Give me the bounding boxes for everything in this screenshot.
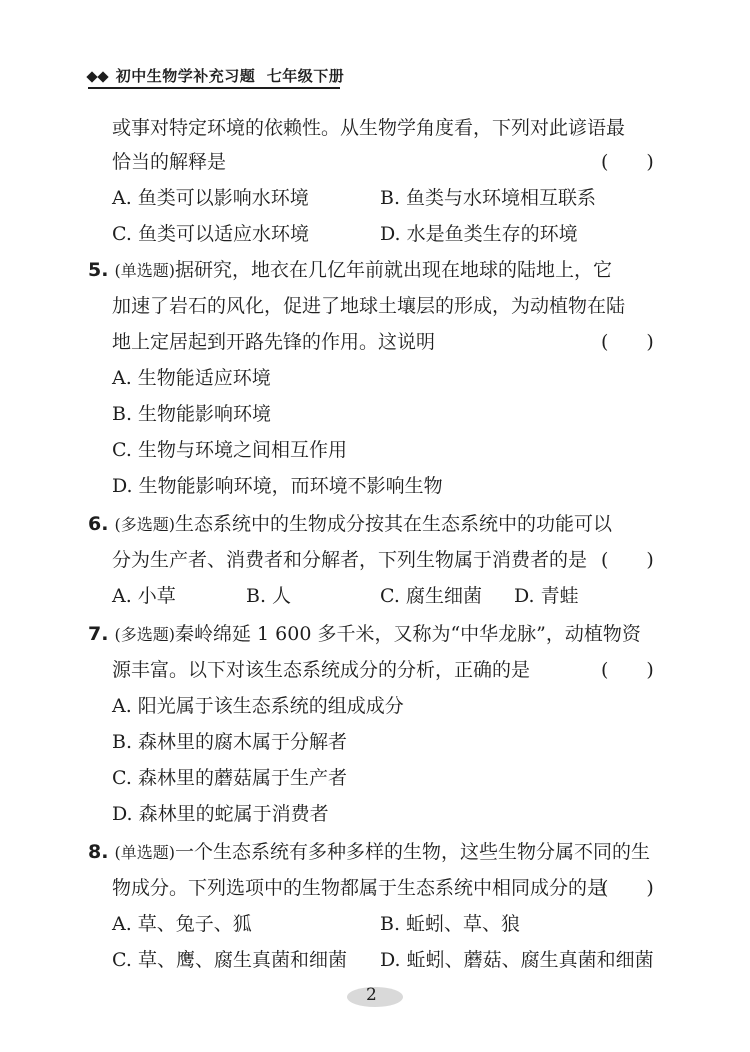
answer-blank: ( )	[601, 331, 654, 353]
answer-blank: ( )	[601, 151, 654, 173]
stem-line: 物成分。下列选项中的生物都属于生态系统中相同成分的是	[112, 877, 607, 899]
option: D. 生物能影响环境，而环境不影响生物	[112, 475, 443, 497]
stem-line: 加速了岩石的风化，促进了地球土壤层的形成，为动植物在陆	[112, 295, 626, 317]
stem-line: 地上定居起到开路先锋的作用。这说明	[112, 331, 436, 353]
question-number: 7.	[88, 623, 109, 645]
stem-text: 生态系统中的生物成分按其在生态系统中的功能可以	[175, 513, 613, 535]
option: D. 青蛙	[514, 585, 579, 607]
question-number: 8.	[88, 841, 109, 863]
question-type: (多选题)	[114, 515, 175, 534]
question-number: 6.	[88, 513, 109, 535]
option: A. 小草	[112, 585, 176, 607]
stem-text: 据研究，地衣在几亿年前就出现在地球的陆地上，它	[175, 259, 613, 281]
question-stem-first-line	[88, 512, 612, 537]
question-type: (单选题)	[114, 843, 175, 862]
diamond-icon	[97, 71, 108, 82]
stem-line: 源丰富。以下对该生态系统成分的分析，正确的是	[112, 659, 531, 681]
stem-line: 分为生产者、消费者和分解者，下列生物属于消费者的是	[112, 549, 588, 571]
option: A. 生物能适应环境	[112, 367, 271, 389]
stem-line: 或事对特定环境的依赖性。从生物学角度看，下列对此谚语最	[112, 117, 626, 139]
option: B. 生物能影响环境	[112, 403, 272, 425]
answer-blank: ( )	[601, 549, 654, 571]
book-title: 初中生物学补充习题	[115, 67, 256, 85]
option: C. 森林里的蘑菇属于生产者	[112, 767, 347, 789]
question-number: 5.	[88, 259, 109, 281]
option: B. 蚯蚓、草、狼	[380, 913, 521, 935]
option: B. 鱼类与水环境相互联系	[380, 187, 597, 209]
stem-text: 一个生态系统有多种多样的生物，这些生物分属不同的生	[175, 841, 651, 863]
option: D. 水是鱼类生存的环境	[380, 223, 578, 245]
question-stem-first-line	[88, 622, 641, 647]
answer-blank: ( )	[601, 877, 654, 899]
question-type: (多选题)	[114, 625, 175, 644]
stem-line: 恰当的解释是	[112, 151, 227, 173]
page-number: 2	[366, 985, 377, 1005]
option: A. 阳光属于该生态系统的组成成分	[112, 695, 404, 717]
header-text	[88, 65, 344, 86]
option: C. 腐生细菌	[380, 585, 482, 607]
option: D. 蚯蚓、蘑菇、腐生真菌和细菌	[380, 949, 654, 971]
option: C. 草、鹰、腐生真菌和细菌	[112, 949, 347, 971]
option: D. 森林里的蛇属于消费者	[112, 803, 329, 825]
option: C. 生物与环境之间相互作用	[112, 439, 347, 461]
question-stem-first-line	[88, 840, 650, 865]
header-rule	[88, 87, 340, 89]
answer-blank: ( )	[601, 659, 654, 681]
option: B. 森林里的腐木属于分解者	[112, 731, 348, 753]
option: A. 鱼类可以影响水环境	[112, 187, 309, 209]
option: B. 人	[246, 585, 292, 607]
option: A. 草、兔子、狐	[112, 913, 252, 935]
grade-label: 七年级下册	[266, 67, 345, 85]
stem-text: 秦岭绵延 1 600 多千米，又称为“中华龙脉”，动植物资	[175, 623, 641, 645]
question-type: (单选题)	[114, 261, 175, 280]
question-stem-first-line	[88, 258, 612, 283]
option: C. 鱼类可以适应水环境	[112, 223, 309, 245]
running-header	[88, 62, 345, 92]
